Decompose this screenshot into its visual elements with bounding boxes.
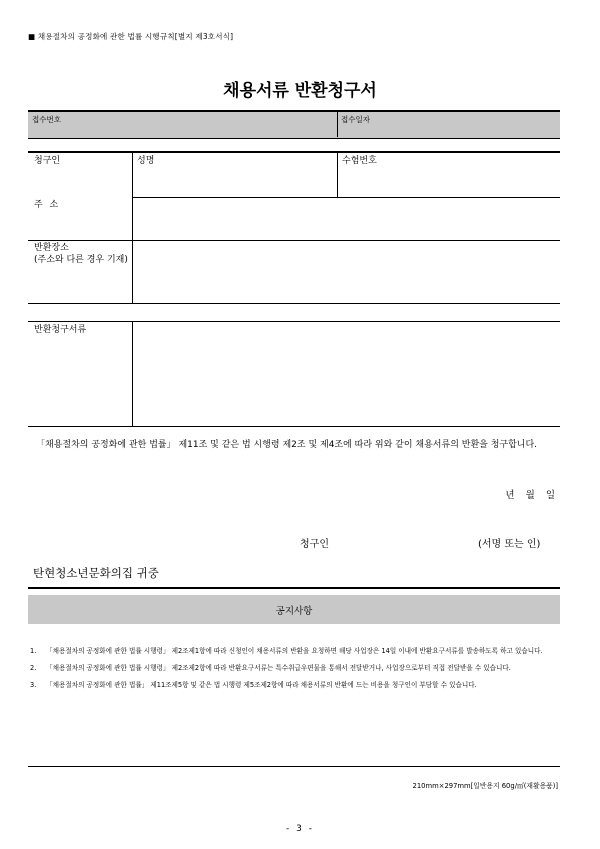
receipt-divider bbox=[337, 111, 338, 137]
exam-number-field[interactable] bbox=[390, 170, 555, 194]
receipt-date-field[interactable] bbox=[400, 112, 558, 134]
documents-top-line bbox=[28, 321, 560, 322]
documents-field[interactable] bbox=[136, 325, 556, 423]
form-header-note: ■ 채용절차의 공정화에 관한 법률 시행규칙[별지 제3호서식] bbox=[28, 32, 234, 41]
documents-bottom-line bbox=[28, 426, 560, 427]
addressee: 탄현청소년문화의집 귀중 bbox=[33, 566, 159, 580]
applicant-inner-line bbox=[132, 197, 560, 198]
notice-item-text: 「채용절차의 공정화에 관한 법률 시행령」 제2조제2항에 따라 반환요구서류는 특수취급우편물을 통해서 전달받거나, 사업장으로부터 직접 전달받을 수 있습니다. bbox=[46, 664, 511, 672]
notice-item bbox=[30, 645, 558, 657]
applicant-label: 청구인 bbox=[34, 156, 61, 166]
name-label: 성명 bbox=[137, 156, 155, 166]
statement-text: 「채용절차의 공정화에 관한 법률」 제11조 및 같은 법 시행령 제2조 및 제4조에 따라 위와 같이 채용서류의 반환을 청구합니다. bbox=[36, 440, 538, 450]
form-title: 채용서류 반환청구서 bbox=[223, 81, 377, 101]
applicant-label-divider bbox=[132, 152, 133, 303]
notice-item bbox=[30, 662, 558, 674]
applicant-top-border bbox=[28, 151, 560, 153]
address-bottom-line bbox=[28, 240, 560, 241]
return-place-field[interactable] bbox=[136, 244, 556, 300]
address-label: 주 소 bbox=[34, 200, 61, 210]
notice-title: 공지사항 bbox=[275, 606, 313, 617]
name-exam-divider bbox=[337, 152, 338, 197]
paper-size-note: 210mm×297mm[일반용지 60g/㎡(재활용품)] bbox=[412, 782, 558, 790]
footer-line bbox=[28, 766, 560, 767]
documents-label: 반환청구서류 bbox=[34, 325, 87, 335]
notice-item-text: 「채용절차의 공정화에 관한 법률」 제11조제5항 및 같은 법 시행령 제5조제2항에 따라 채용서류의 반환에 드는 비용을 청구인이 부담할 수 있습니다. bbox=[46, 681, 477, 689]
notice-item-number: 1. bbox=[30, 647, 37, 655]
notice-item-number: 2. bbox=[30, 664, 37, 672]
notice-list bbox=[30, 645, 558, 696]
receipt-number-field[interactable] bbox=[80, 112, 335, 134]
receipt-date-label: 접수일자 bbox=[341, 115, 370, 124]
page-number: - 3 - bbox=[286, 824, 314, 834]
signature-hint: (서명 또는 인) bbox=[478, 539, 541, 550]
receipt-number-label: 접수번호 bbox=[32, 115, 61, 124]
return-place-note: (주소와 다른 경우 기재) bbox=[34, 255, 128, 265]
date-line: 년 월 일 bbox=[505, 490, 555, 501]
notice-item-number: 3. bbox=[30, 681, 37, 689]
notice-separator bbox=[28, 587, 560, 589]
address-field[interactable] bbox=[136, 200, 556, 236]
documents-divider bbox=[132, 321, 133, 426]
exam-number-label: 수험번호 bbox=[342, 156, 377, 166]
name-field[interactable] bbox=[170, 170, 330, 194]
notice-item-text: 「채용절차의 공정화에 관한 법률 시행령」 제2조제1항에 따라 신청인이 채용서류의 반환을 요청하면 해당 사업장은 14일 이내에 반환요구서류를 발송하도록 하고 있습니다. bbox=[46, 647, 543, 655]
return-place-bottom-line bbox=[28, 303, 560, 304]
return-place-label: 반환장소 bbox=[34, 243, 69, 253]
notice-item bbox=[30, 679, 558, 691]
signature-field[interactable] bbox=[340, 530, 470, 550]
signature-applicant-label: 청구인 bbox=[300, 539, 329, 550]
